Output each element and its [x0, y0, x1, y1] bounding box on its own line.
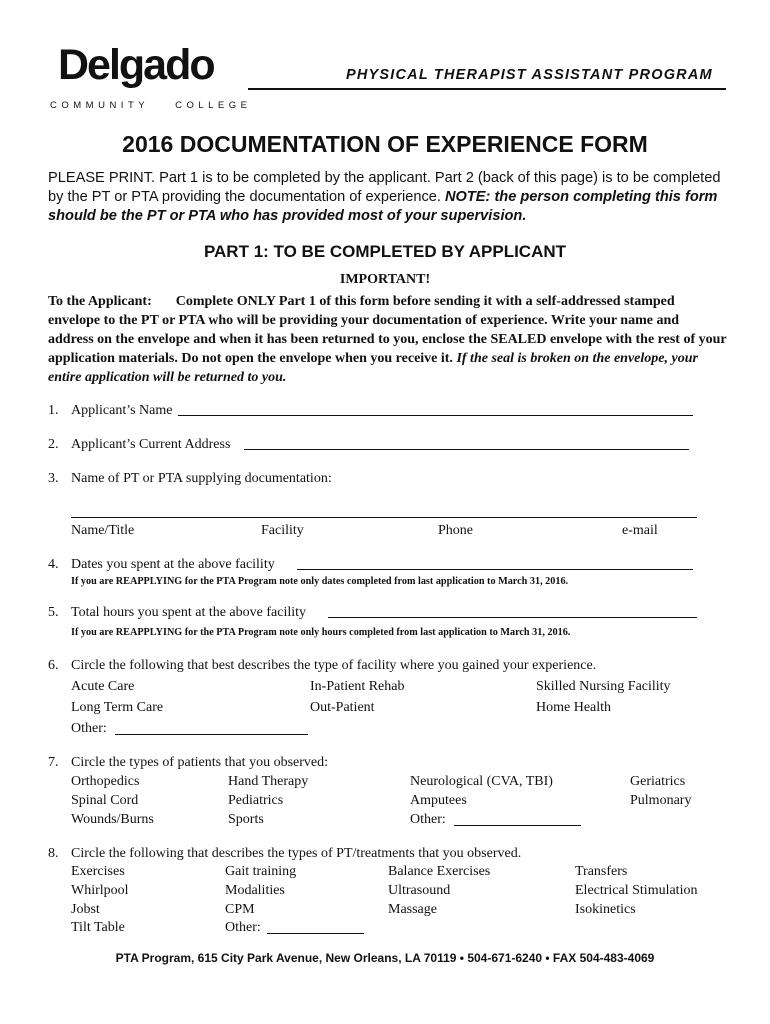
column-name-title: Name/Title	[71, 523, 135, 538]
patient-type-option[interactable]: Geriatrics	[630, 774, 686, 789]
q2-label: Applicant’s Current Address	[71, 437, 231, 452]
treatment-option[interactable]: Jobst	[71, 902, 100, 917]
part1-title: PART 1: TO BE COMPLETED BY APPLICANT	[203, 242, 567, 261]
footer-contact: PTA Program, 615 City Park Avenue, New Orleans, LA 70119 • 504-671-6240 • FAX 504-483-4069	[115, 951, 655, 965]
q7-number: 7.	[48, 755, 59, 770]
treatment-option[interactable]: Isokinetics	[575, 902, 636, 917]
college-logo: Delgado	[58, 41, 214, 89]
treatment-option[interactable]: Tilt Table	[71, 920, 125, 935]
q5-reapply-note: If you are REAPPLYING for the PTA Program note only hours completed from last application to March 31, 2016.	[71, 627, 571, 638]
patient-type-option[interactable]: Neurological (CVA, TBI)	[410, 774, 553, 789]
q5-number: 5.	[48, 605, 59, 620]
q1-number: 1.	[48, 403, 59, 418]
facility-option[interactable]: Home Health	[536, 700, 612, 715]
facility-other-field[interactable]	[115, 734, 308, 735]
treatment-option[interactable]: Modalities	[225, 883, 285, 898]
patient-type-option[interactable]: Pediatrics	[228, 793, 284, 808]
patient-type-option[interactable]: Amputees	[410, 793, 467, 808]
q1-label: Applicant’s Name	[71, 403, 173, 418]
intro-note: NOTE: the person completing this form should be the PT or PTA who has provided most of your supervision.	[48, 189, 718, 224]
pt-supplier-field[interactable]	[71, 517, 697, 518]
important-heading: IMPORTANT!	[339, 272, 431, 287]
q5-label: Total hours you spent at the above facility	[71, 605, 307, 620]
column-email: e-mail	[622, 523, 658, 538]
intro-paragraph	[48, 169, 728, 226]
facility-option[interactable]: Acute Care	[71, 679, 135, 694]
treatment-option[interactable]: Balance Exercises	[388, 864, 491, 879]
facility-option[interactable]: In-Patient Rehab	[310, 679, 405, 694]
patient-type-other-label: Other:	[410, 812, 446, 827]
q3-number: 3.	[48, 471, 59, 486]
column-phone: Phone	[438, 523, 473, 538]
applicant-name-field[interactable]	[178, 415, 693, 416]
applicant-instructions	[48, 292, 728, 387]
patient-type-option[interactable]: Spinal Cord	[71, 793, 139, 808]
treatment-other-field[interactable]	[267, 933, 364, 934]
patient-type-option[interactable]: Wounds/Burns	[71, 812, 154, 827]
logo-word-community: COMMUNITY	[50, 100, 150, 111]
treatment-option[interactable]: Ultrasound	[388, 883, 451, 898]
q6-label: Circle the following that best describes the type of facility where you gained your experience.	[71, 658, 597, 673]
q6-number: 6.	[48, 658, 59, 673]
patient-type-option[interactable]: Pulmonary	[630, 793, 692, 808]
q7-label: Circle the types of patients that you observed:	[71, 755, 328, 770]
facility-option[interactable]: Skilled Nursing Facility	[536, 679, 671, 694]
treatment-other-label: Other:	[225, 920, 261, 935]
hours-field[interactable]	[328, 617, 697, 618]
q8-label: Circle the following that describes the types of PT/treatments that you observed.	[71, 846, 522, 861]
treatment-option[interactable]: Whirlpool	[71, 883, 129, 898]
logo-word-college: COLLEGE	[175, 100, 252, 111]
form-title: 2016 DOCUMENTATION OF EXPERIENCE FORM	[122, 131, 648, 157]
treatment-option[interactable]: Gait training	[225, 864, 297, 879]
patient-type-option[interactable]: Sports	[228, 812, 264, 827]
applicant-address-field[interactable]	[244, 449, 689, 450]
patient-type-option[interactable]: Hand Therapy	[228, 774, 309, 789]
q4-label: Dates you spent at the above facility	[71, 557, 275, 572]
treatment-option[interactable]: Electrical Stimulation	[575, 883, 698, 898]
treatment-option[interactable]: CPM	[225, 902, 255, 917]
facility-option[interactable]: Out-Patient	[310, 700, 375, 715]
q8-number: 8.	[48, 846, 59, 861]
treatment-option[interactable]: Transfers	[575, 864, 628, 879]
header-rule	[248, 88, 726, 90]
treatment-option[interactable]: Exercises	[71, 864, 125, 879]
instructions-text: Complete ONLY Part 1 of this form before sending it with a self-addressed stamped envelope to the PT or PTA who will be providing your documentation of experience. Write your name and address on the envelope and when it has been returned to you, enclose the SEALED envelope with the rest of your application materials. Do not open the envelope when you receive it.	[48, 294, 727, 366]
facility-other-label: Other:	[71, 721, 107, 736]
patient-type-other-field[interactable]	[454, 825, 581, 826]
dates-field[interactable]	[297, 569, 693, 570]
to-applicant-label: To the Applicant:	[48, 294, 152, 309]
facility-option[interactable]: Long Term Care	[71, 700, 164, 715]
column-facility: Facility	[261, 523, 304, 538]
q4-number: 4.	[48, 557, 59, 572]
program-name: PHYSICAL THERAPIST ASSISTANT PROGRAM	[346, 67, 713, 83]
seal-warning: If the seal is broken on the envelope, your entire application will be returned to you.	[48, 351, 698, 385]
q2-number: 2.	[48, 437, 59, 452]
treatment-option[interactable]: Massage	[388, 902, 437, 917]
intro-text: PLEASE PRINT. Part 1 is to be completed by the applicant. Part 2 (back of this page) is to be completed by the PT or PTA providing the documentation of experience.	[48, 170, 721, 205]
q3-label: Name of PT or PTA supplying documentation:	[71, 471, 332, 486]
college-logo-subtitle	[50, 100, 251, 111]
q4-reapply-note: If you are REAPPLYING for the PTA Program note only dates completed from last application to March 31, 2016.	[71, 576, 569, 587]
patient-type-option[interactable]: Orthopedics	[71, 774, 140, 789]
